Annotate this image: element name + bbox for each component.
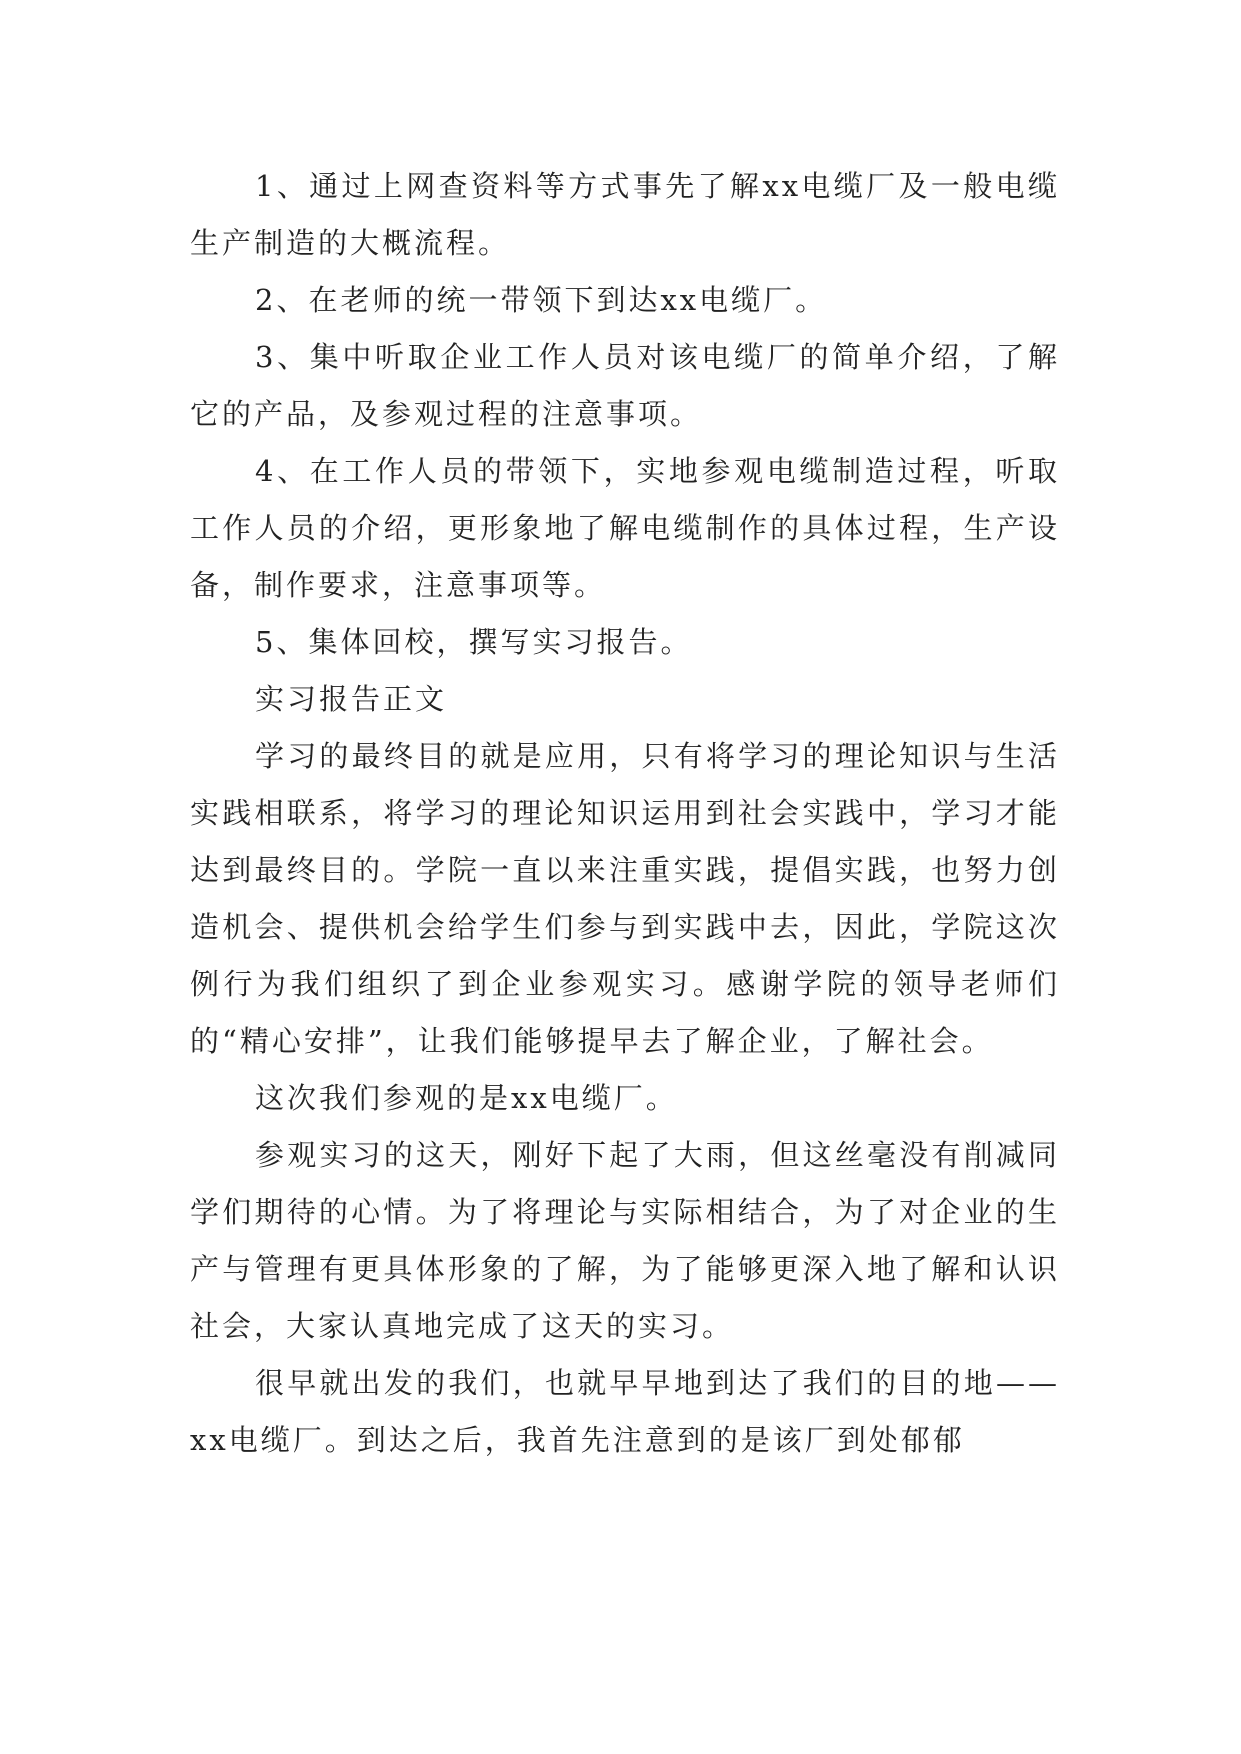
paragraph-5: 5、集体回校，撰写实习报告。 [255, 625, 693, 659]
paragraph-7: 学习的最终目的就是应用，只有将学习的理论知识与生活实践相联系，将学习的理论知识运用到社会实践中，学习才能达到最终目的。学院一直以来注重实践，提倡实践，也努力创造机会、提供机会给学生们参与到实践中去，因此，学院这次例行为我们组织了到企业参观实习。感谢学院的领导老师们的“精心安排”，让我们能够提早去了解企业，了解社会。 [190, 739, 1060, 1058]
paragraph-1: 1、通过上网查资料等方式事先了解xx电缆厂及一般电缆生产制造的大概流程。 [190, 169, 1060, 260]
paragraph-8: 这次我们参观的是xx电缆厂。 [255, 1081, 678, 1115]
section-heading: 实习报告正文 [255, 682, 448, 716]
paragraph-4: 4、在工作人员的带领下，实地参观电缆制造过程，听取工作人员的介绍，更形象地了解电缆制作的具体过程，生产设备，制作要求，注意事项等。 [190, 454, 1060, 602]
paragraph-9: 参观实习的这天，刚好下起了大雨，但这丝毫没有削减同学们期待的心情。为了将理论与实际相结合，为了对企业的生产与管理有更具体形象的了解，为了能够更深入地了解和认识社会，大家认真地完成了这天的实习。 [190, 1138, 1060, 1343]
paragraph-2: 2、在老师的统一带领下到达xx电缆厂。 [255, 283, 828, 317]
paragraph-3: 3、集中听取企业工作人员对该电缆厂的简单介绍，了解它的产品，及参观过程的注意事项。 [190, 340, 1060, 431]
paragraph-10: 很早就出发的我们，也就早早地到达了我们的目的地——xx电缆厂。到达之后，我首先注意到的是该厂到处郁郁 [190, 1366, 1060, 1457]
document-body [190, 158, 1060, 1469]
